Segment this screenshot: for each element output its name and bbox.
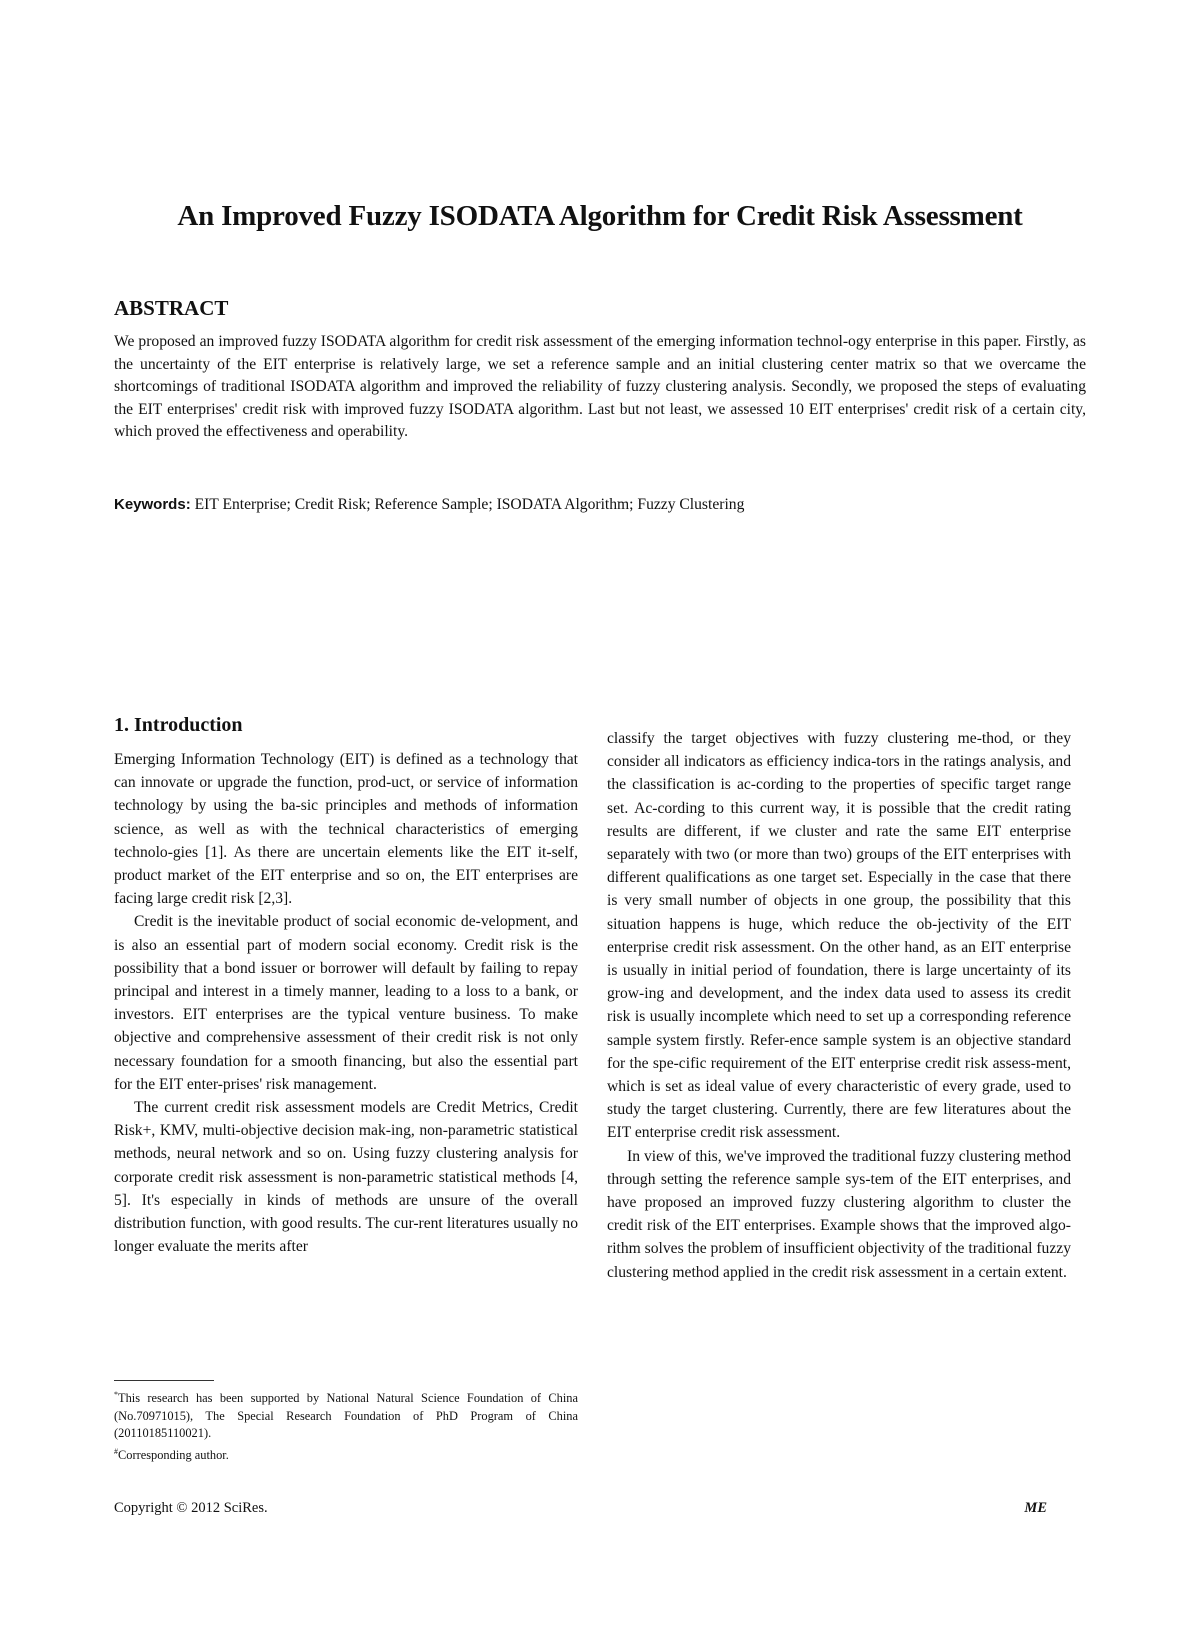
abstract-text: We proposed an improved fuzzy ISODATA algorithm for credit risk assessment of the emerging information technol-ogy enterprise in this paper. Firstly, as the uncertainty of the EIT enterprise is relatively large, we set a reference sample and an initial clustering center matrix so that we overcame the shortcomings of traditional ISODATA algorithm and improved the reliability of fuzzy clustering analysis. Secondly, we proposed the steps of evaluating the EIT enterprises' credit risk with improved fuzzy ISODATA algorithm. Last but not least, we assessed 10 EIT enterprises' credit risk of a certain city, which proved the effectiveness and operability.: [114, 333, 1086, 441]
footnotes: [114, 1386, 578, 1465]
keywords-label: Keywords:: [114, 496, 191, 513]
right-column: [607, 727, 1071, 1284]
footnote: [114, 1443, 578, 1465]
journal-abbrev: ME: [1024, 1500, 1047, 1516]
body-paragraph: Emerging Information Technology (EIT) is defined as a technology that can innovate or upgrade the function, prod-uct, or service of information technology by using the ba-sic principles and methods of information science, as well as with the technical characteristics of emerging technolo-gies [1]. As there are uncertain elements like the EIT it-self, product market of the EIT enterprise and so on, the EIT enterprises are facing large credit risk [2,3].: [114, 751, 578, 908]
left-column: [114, 712, 578, 1258]
footnote: [114, 1386, 578, 1443]
footnote-divider: [114, 1380, 214, 1381]
footnote-text: Corresponding author.: [118, 1448, 229, 1463]
paper-title: An Improved Fuzzy ISODATA Algorithm for Credit Risk Assessment: [177, 200, 1023, 232]
body-paragraph: classify the target objectives with fuzzy clustering me-thod, or they consider all indicators as efficiency indica-tors in the ratings analysis, and the classification is ac-cording to the properties of specific target range set. Ac-cording to this current way, it is possible that the credit rating results are different, if we cluster and rate the same EIT enterprise separately with two (or more than two) groups of the EIT enterprises with different qualifications as one target set. Especially in the case that there is very small number of objects in one group, the possibility that this situation happens is huge, which reduce the ob-jectivity of the EIT enterprise credit risk assessment. On the other hand, as an EIT enterprise is usually in initial period of foundation, there is large uncertainty of its grow-ing and development, and the index data used to assess its credit risk is usually incomplete which need to set up a corresponding reference sample system firstly. Refer-ence sample system is an objective standard for the spe-cific requirement of the EIT enterprise credit risk assess-ment, which is set as ideal value of every characteristic of every grade, used to study the target clustering. Currently, there are few literatures about the EIT enterprise credit risk assessment.: [607, 730, 1071, 1142]
footnote-mark: #: [114, 1446, 118, 1456]
section-heading: 1. Introduction: [114, 714, 243, 736]
body-paragraph: In view of this, we've improved the traditional fuzzy clustering method through setting the reference sample sys-tem of the EIT enterprises, and have proposed an improved fuzzy clustering algorithm to cluster the credit risk of the EIT enterprises. Example shows that the improved algo-rithm solves the problem of insufficient objectivity of the traditional fuzzy clustering method applied in the credit risk assessment in a certain extent.: [607, 1147, 1071, 1281]
abstract-heading: ABSTRACT: [114, 296, 229, 320]
body-paragraph: The current credit risk assessment models are Credit Metrics, Credit Risk+, KMV, multi-objective decision mak-ing, non-parametric statistical methods, neural network and so on. Using fuzzy clustering analysis for corporate credit risk assessment is non-parametric statistical methods [4, 5]. It's especially in kinds of methods are unsure of the overall distribution function, with good results. The cur-rent literatures usually no longer evaluate the merits after: [114, 1099, 578, 1256]
copyright-notice: Copyright © 2012 SciRes.: [114, 1500, 268, 1516]
footnote-text: This research has been supported by National Natural Science Foundation of China (No.70971015), The Special Research Foundation of PhD Program of China (20110185110021).: [114, 1391, 578, 1441]
body-paragraph: Credit is the inevitable product of social economic de-velopment, and is also an essential part of modern social economy. Credit risk is the possibility that a bond issuer or borrower will default by failing to repay principal and interest in a timely manner, leading to a loss to a bank, or investors. EIT enterprises are the typical venture business. To make objective and comprehensive assessment of their credit risk is not only necessary foundation for a smooth financing, but also the essential part for the EIT enter-prises' risk management.: [114, 913, 578, 1093]
keywords: [114, 494, 1086, 516]
footnote-mark: *: [114, 1390, 118, 1399]
keywords-text: EIT Enterprise; Credit Risk; Reference Sample; ISODATA Algorithm; Fuzzy Clustering: [194, 496, 745, 513]
